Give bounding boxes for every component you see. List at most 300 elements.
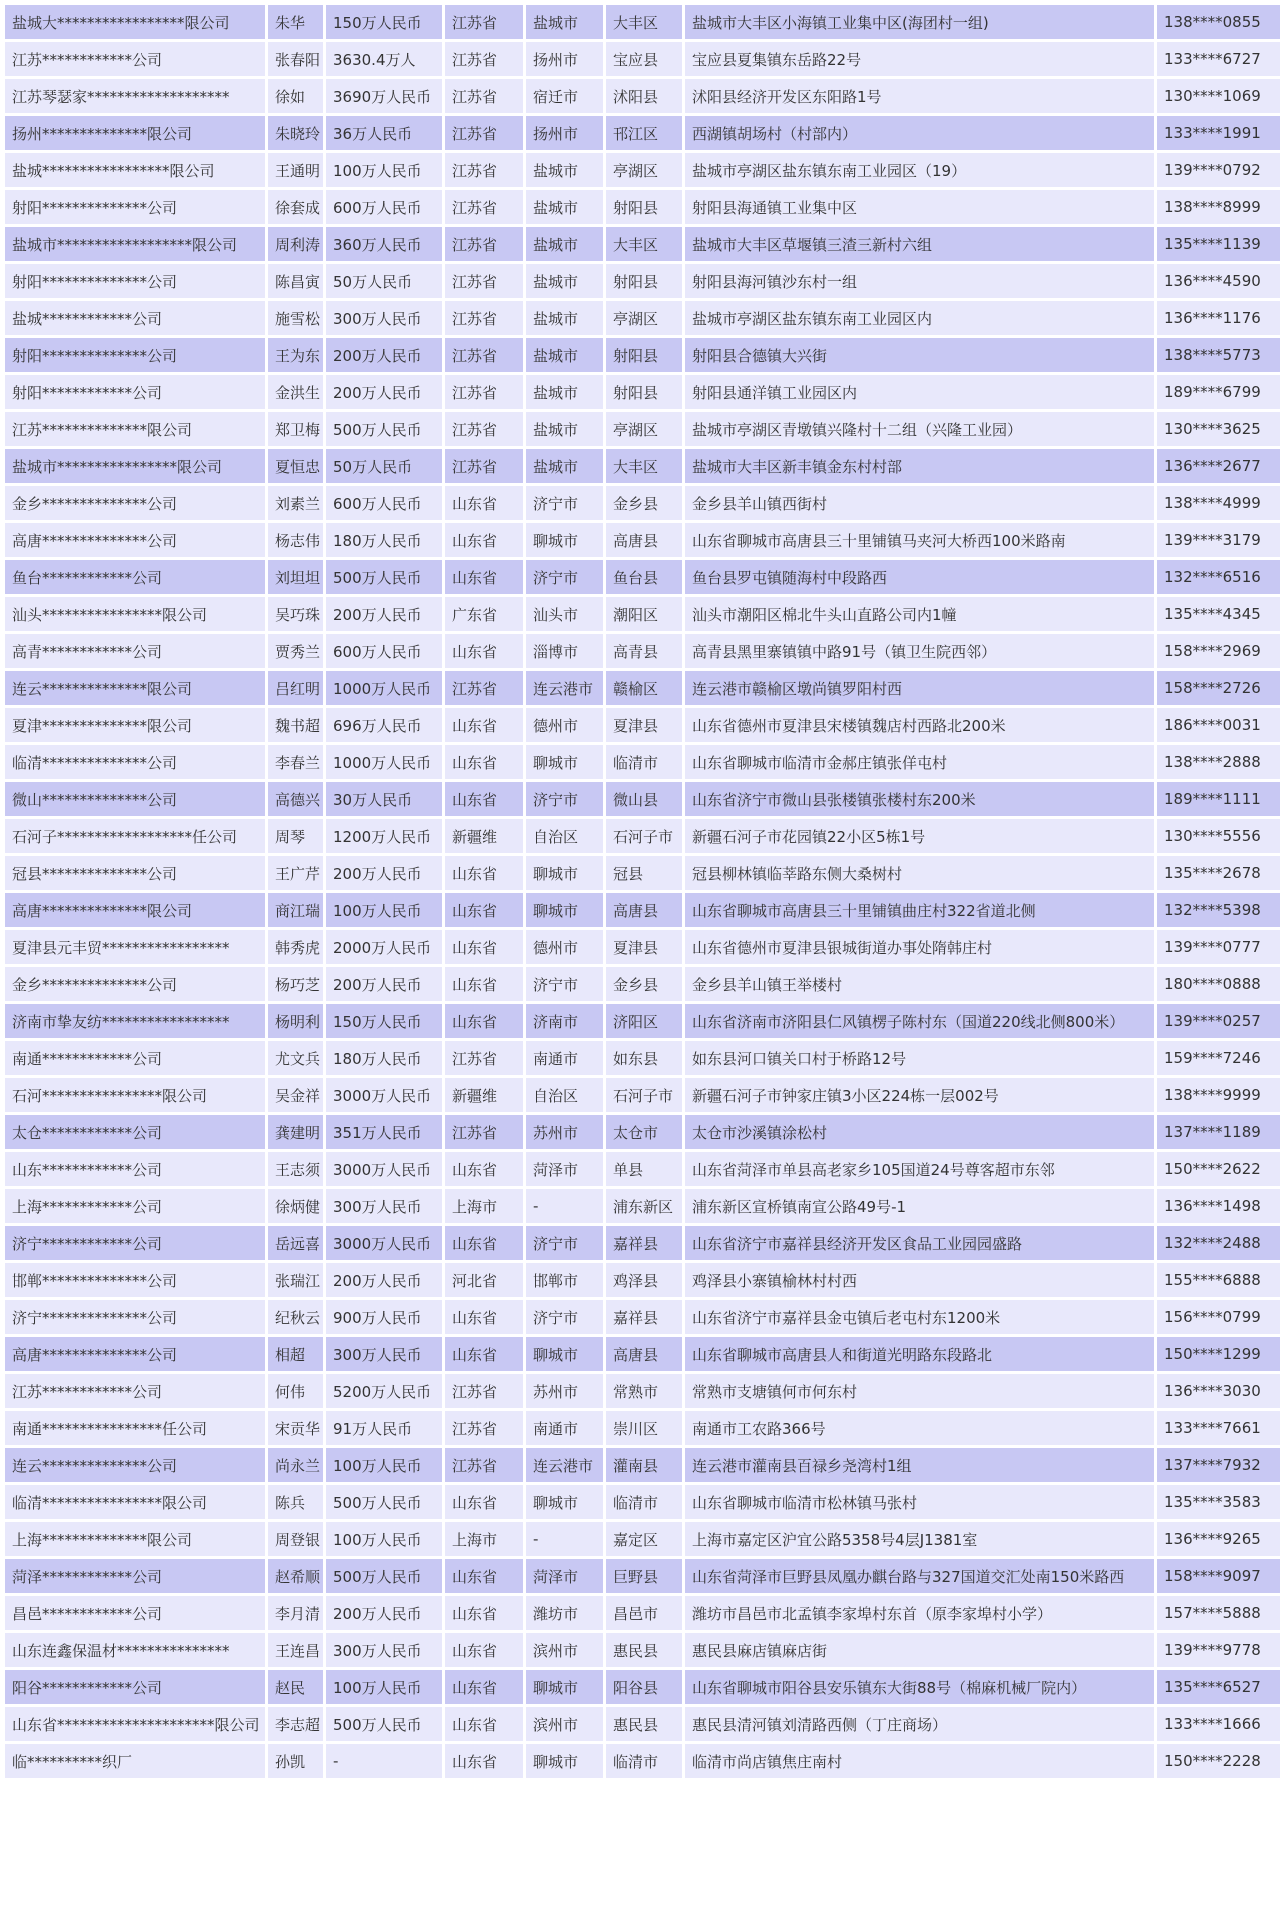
contact-person-cell: 陈兵 <box>268 1485 323 1519</box>
district-cell: 宝应县 <box>606 42 682 76</box>
contact-person-cell: 杨志伟 <box>268 523 323 557</box>
phone-cell: 155****6888 <box>1157 1263 1280 1297</box>
contact-person-cell: 何伟 <box>268 1374 323 1408</box>
phone-cell: 133****1666 <box>1157 1707 1280 1741</box>
registered-capital-cell: 3000万人民币 <box>326 1078 442 1112</box>
address-cell: 山东省济南市济阳县仁风镇楞子陈村东（国道220线北侧800米） <box>685 1004 1154 1038</box>
province-cell: 江苏省 <box>445 116 523 150</box>
phone-cell: 159****7246 <box>1157 1041 1280 1075</box>
district-cell: 金乡县 <box>606 486 682 520</box>
company-name-cell: 临清**************公司 <box>5 745 265 779</box>
contact-person-cell: 纪秋云 <box>268 1300 323 1334</box>
district-cell: 临清市 <box>606 1485 682 1519</box>
address-cell: 盐城市亭湖区盐东镇东南工业园区内 <box>685 301 1154 335</box>
city-cell: 淄博市 <box>526 634 603 668</box>
address-cell: 山东省聊城市临清市金郝庄镇张佯屯村 <box>685 745 1154 779</box>
city-cell: 盐城市 <box>526 153 603 187</box>
company-name-cell: 高唐**************限公司 <box>5 893 265 927</box>
phone-cell: 157****5888 <box>1157 1596 1280 1630</box>
table-row <box>5 153 1280 187</box>
phone-cell: 150****2622 <box>1157 1152 1280 1186</box>
company-name-cell: 济南市挚友纺***************** <box>5 1004 265 1038</box>
registered-capital-cell: 1200万人民币 <box>326 819 442 853</box>
registered-capital-cell: 100万人民币 <box>326 153 442 187</box>
city-cell: 济宁市 <box>526 967 603 1001</box>
address-cell: 西湖镇胡场村（村部内） <box>685 116 1154 150</box>
address-cell: 惠民县麻店镇麻店街 <box>685 1633 1154 1667</box>
province-cell: 江苏省 <box>445 1411 523 1445</box>
province-cell: 江苏省 <box>445 79 523 113</box>
phone-cell: 138****4999 <box>1157 486 1280 520</box>
address-cell: 太仓市沙溪镇涂松村 <box>685 1115 1154 1149</box>
contact-person-cell: 徐套成 <box>268 190 323 224</box>
table-row <box>5 5 1280 39</box>
company-name-cell: 射阳**************公司 <box>5 264 265 298</box>
contact-person-cell: 吴巧珠 <box>268 597 323 631</box>
district-cell: 金乡县 <box>606 967 682 1001</box>
table-row <box>5 1744 1280 1778</box>
address-cell: 山东省德州市夏津县宋楼镇魏店村西路北200米 <box>685 708 1154 742</box>
district-cell: 嘉祥县 <box>606 1226 682 1260</box>
district-cell: 赣榆区 <box>606 671 682 705</box>
phone-cell: 189****6799 <box>1157 375 1280 409</box>
province-cell: 山东省 <box>445 523 523 557</box>
city-cell: 自治区 <box>526 819 603 853</box>
registered-capital-cell: 300万人民币 <box>326 1189 442 1223</box>
company-name-cell: 扬州**************限公司 <box>5 116 265 150</box>
district-cell: 大丰区 <box>606 5 682 39</box>
table-row <box>5 1596 1280 1630</box>
table-row <box>5 856 1280 890</box>
district-cell: 微山县 <box>606 782 682 816</box>
contact-person-cell: 尤文兵 <box>268 1041 323 1075</box>
city-cell: 潍坊市 <box>526 1596 603 1630</box>
district-cell: 灌南县 <box>606 1448 682 1482</box>
address-cell: 如东县河口镇关口村于桥路12号 <box>685 1041 1154 1075</box>
company-name-cell: 南通****************任公司 <box>5 1411 265 1445</box>
district-cell: 惠民县 <box>606 1707 682 1741</box>
address-cell: 冠县柳林镇临莘路东侧大桑树村 <box>685 856 1154 890</box>
registered-capital-cell: 3630.4万人 <box>326 42 442 76</box>
company-name-cell: 山东************公司 <box>5 1152 265 1186</box>
phone-cell: 139****3179 <box>1157 523 1280 557</box>
contact-person-cell: 赵民 <box>268 1670 323 1704</box>
table-row <box>5 190 1280 224</box>
district-cell: 浦东新区 <box>606 1189 682 1223</box>
contact-person-cell: 王志须 <box>268 1152 323 1186</box>
table-row <box>5 449 1280 483</box>
address-cell: 射阳县海通镇工业集中区 <box>685 190 1154 224</box>
company-name-cell: 临清****************限公司 <box>5 1485 265 1519</box>
address-cell: 山东省济宁市微山县张楼镇张楼村东200米 <box>685 782 1154 816</box>
address-cell: 山东省聊城市阳谷县安乐镇东大街88号（棉麻机械厂院内） <box>685 1670 1154 1704</box>
phone-cell: 132****5398 <box>1157 893 1280 927</box>
province-cell: 山东省 <box>445 1670 523 1704</box>
phone-cell: 136****3030 <box>1157 1374 1280 1408</box>
province-cell: 山东省 <box>445 1559 523 1593</box>
contact-person-cell: 王广芹 <box>268 856 323 890</box>
province-cell: 广东省 <box>445 597 523 631</box>
registered-capital-cell: 3690万人民币 <box>326 79 442 113</box>
company-name-cell: 连云**************限公司 <box>5 671 265 705</box>
contact-person-cell: 金洪生 <box>268 375 323 409</box>
province-cell: 山东省 <box>445 1004 523 1038</box>
phone-cell: 136****4590 <box>1157 264 1280 298</box>
table-row <box>5 819 1280 853</box>
registered-capital-cell: 500万人民币 <box>326 560 442 594</box>
table-row <box>5 412 1280 446</box>
district-cell: 石河子市 <box>606 819 682 853</box>
registered-capital-cell: 180万人民币 <box>326 523 442 557</box>
phone-cell: 139****9778 <box>1157 1633 1280 1667</box>
address-cell: 南通市工农路366号 <box>685 1411 1154 1445</box>
contact-person-cell: 刘素兰 <box>268 486 323 520</box>
company-name-cell: 阳谷************公司 <box>5 1670 265 1704</box>
district-cell: 高唐县 <box>606 523 682 557</box>
province-cell: 山东省 <box>445 1152 523 1186</box>
table-row <box>5 1115 1280 1149</box>
district-cell: 临清市 <box>606 745 682 779</box>
phone-cell: 138****9999 <box>1157 1078 1280 1112</box>
registered-capital-cell: 500万人民币 <box>326 412 442 446</box>
city-cell: 聊城市 <box>526 745 603 779</box>
district-cell: 射阳县 <box>606 375 682 409</box>
company-name-cell: 石河子******************任公司 <box>5 819 265 853</box>
registered-capital-cell: 500万人民币 <box>326 1559 442 1593</box>
province-cell: 山东省 <box>445 856 523 890</box>
city-cell: 自治区 <box>526 1078 603 1112</box>
phone-cell: 135****4345 <box>1157 597 1280 631</box>
address-cell: 山东省济宁市嘉祥县经济开发区食品工业园园盛路 <box>685 1226 1154 1260</box>
province-cell: 山东省 <box>445 893 523 927</box>
address-cell: 新疆石河子市钟家庄镇3小区224栋一层002号 <box>685 1078 1154 1112</box>
company-name-cell: 太仓************公司 <box>5 1115 265 1149</box>
company-name-cell: 盐城市******************限公司 <box>5 227 265 261</box>
contact-person-cell: 龚建明 <box>268 1115 323 1149</box>
registered-capital-cell: 200万人民币 <box>326 338 442 372</box>
table-row <box>5 745 1280 779</box>
province-cell: 山东省 <box>445 967 523 1001</box>
city-cell: 邯郸市 <box>526 1263 603 1297</box>
phone-cell: 138****2888 <box>1157 745 1280 779</box>
table-row <box>5 1189 1280 1223</box>
contact-person-cell: 周登银 <box>268 1522 323 1556</box>
table-row <box>5 1522 1280 1556</box>
district-cell: 崇川区 <box>606 1411 682 1445</box>
phone-cell: 158****2726 <box>1157 671 1280 705</box>
table-row <box>5 930 1280 964</box>
table-row <box>5 1411 1280 1445</box>
city-cell: - <box>526 1189 603 1223</box>
contact-person-cell: 朱华 <box>268 5 323 39</box>
district-cell: 石河子市 <box>606 1078 682 1112</box>
phone-cell: 136****1176 <box>1157 301 1280 335</box>
address-cell: 山东省菏泽市巨野县凤凰办麒台路与327国道交汇处南150米路西 <box>685 1559 1154 1593</box>
city-cell: 济宁市 <box>526 560 603 594</box>
table-row <box>5 1374 1280 1408</box>
address-cell: 盐城市大丰区小海镇工业集中区(海团村一组) <box>685 5 1154 39</box>
district-cell: 鱼台县 <box>606 560 682 594</box>
address-cell: 连云港市灌南县百禄乡尧湾村1组 <box>685 1448 1154 1482</box>
district-cell: 高唐县 <box>606 1337 682 1371</box>
city-cell: 济南市 <box>526 1004 603 1038</box>
company-name-cell: 射阳**************公司 <box>5 338 265 372</box>
registered-capital-cell: 600万人民币 <box>326 634 442 668</box>
province-cell: 山东省 <box>445 1596 523 1630</box>
registered-capital-cell: 900万人民币 <box>326 1300 442 1334</box>
city-cell: 济宁市 <box>526 782 603 816</box>
table-row <box>5 1041 1280 1075</box>
contact-person-cell: 岳远喜 <box>268 1226 323 1260</box>
phone-cell: 158****9097 <box>1157 1559 1280 1593</box>
province-cell: 山东省 <box>445 1744 523 1778</box>
contact-person-cell: 杨明利 <box>268 1004 323 1038</box>
address-cell: 惠民县清河镇刘清路西侧（丁庄商场） <box>685 1707 1154 1741</box>
table-row <box>5 1337 1280 1371</box>
phone-cell: 189****1111 <box>1157 782 1280 816</box>
district-cell: 夏津县 <box>606 930 682 964</box>
province-cell: 新疆维 <box>445 1078 523 1112</box>
phone-cell: 130****3625 <box>1157 412 1280 446</box>
table-row <box>5 708 1280 742</box>
contact-person-cell: 魏书超 <box>268 708 323 742</box>
district-cell: 亭湖区 <box>606 153 682 187</box>
table-row <box>5 1226 1280 1260</box>
city-cell: 南通市 <box>526 1411 603 1445</box>
city-cell: 菏泽市 <box>526 1559 603 1593</box>
registered-capital-cell: 200万人民币 <box>326 856 442 890</box>
phone-cell: 135****6527 <box>1157 1670 1280 1704</box>
province-cell: 江苏省 <box>445 227 523 261</box>
registered-capital-cell: 100万人民币 <box>326 893 442 927</box>
city-cell: 盐城市 <box>526 301 603 335</box>
city-cell: 苏州市 <box>526 1374 603 1408</box>
registered-capital-cell: 150万人民币 <box>326 5 442 39</box>
province-cell: 山东省 <box>445 486 523 520</box>
registered-capital-cell: 500万人民币 <box>326 1485 442 1519</box>
city-cell: 盐城市 <box>526 227 603 261</box>
district-cell: 常熟市 <box>606 1374 682 1408</box>
contact-person-cell: 李春兰 <box>268 745 323 779</box>
company-name-cell: 昌邑************公司 <box>5 1596 265 1630</box>
province-cell: 江苏省 <box>445 1448 523 1482</box>
province-cell: 山东省 <box>445 560 523 594</box>
city-cell: 济宁市 <box>526 1300 603 1334</box>
city-cell: 南通市 <box>526 1041 603 1075</box>
registered-capital-cell: 91万人民币 <box>326 1411 442 1445</box>
contact-person-cell: 周琴 <box>268 819 323 853</box>
contact-person-cell: 商江瑞 <box>268 893 323 927</box>
province-cell: 江苏省 <box>445 375 523 409</box>
phone-cell: 139****0257 <box>1157 1004 1280 1038</box>
table-row <box>5 1152 1280 1186</box>
company-name-cell: 盐城市****************限公司 <box>5 449 265 483</box>
address-cell: 浦东新区宣桥镇南宣公路49号-1 <box>685 1189 1154 1223</box>
company-name-cell: 盐城*****************限公司 <box>5 153 265 187</box>
registered-capital-cell: 600万人民币 <box>326 486 442 520</box>
registered-capital-cell: 300万人民币 <box>326 1633 442 1667</box>
company-name-cell: 冠县**************公司 <box>5 856 265 890</box>
table-row <box>5 1300 1280 1334</box>
registered-capital-cell: 100万人民币 <box>326 1522 442 1556</box>
registered-capital-cell: 351万人民币 <box>326 1115 442 1149</box>
company-name-cell: 鱼台************公司 <box>5 560 265 594</box>
province-cell: 江苏省 <box>445 1115 523 1149</box>
city-cell: 济宁市 <box>526 1226 603 1260</box>
registered-capital-cell: 3000万人民币 <box>326 1152 442 1186</box>
city-cell: - <box>526 1522 603 1556</box>
phone-cell: 135****1139 <box>1157 227 1280 261</box>
district-cell: 邗江区 <box>606 116 682 150</box>
table-row <box>5 560 1280 594</box>
registered-capital-cell: 50万人民币 <box>326 264 442 298</box>
contact-person-cell: 李月清 <box>268 1596 323 1630</box>
company-name-cell: 汕头****************限公司 <box>5 597 265 631</box>
company-name-cell: 山东连鑫保温材*************** <box>5 1633 265 1667</box>
phone-cell: 186****0031 <box>1157 708 1280 742</box>
district-cell: 鸡泽县 <box>606 1263 682 1297</box>
registered-capital-cell: 300万人民币 <box>326 1337 442 1371</box>
address-cell: 鱼台县罗屯镇随海村中段路西 <box>685 560 1154 594</box>
city-cell: 汕头市 <box>526 597 603 631</box>
registered-capital-cell: 180万人民币 <box>326 1041 442 1075</box>
company-name-cell: 夏津**************限公司 <box>5 708 265 742</box>
district-cell: 嘉祥县 <box>606 1300 682 1334</box>
province-cell: 山东省 <box>445 708 523 742</box>
city-cell: 聊城市 <box>526 1337 603 1371</box>
registered-capital-cell: 500万人民币 <box>326 1707 442 1741</box>
city-cell: 德州市 <box>526 930 603 964</box>
company-name-cell: 金乡**************公司 <box>5 967 265 1001</box>
city-cell: 扬州市 <box>526 42 603 76</box>
district-cell: 亭湖区 <box>606 412 682 446</box>
province-cell: 新疆维 <box>445 819 523 853</box>
address-cell: 山东省德州市夏津县银城街道办事处隋韩庄村 <box>685 930 1154 964</box>
address-cell: 金乡县羊山镇王举楼村 <box>685 967 1154 1001</box>
contact-person-cell: 韩秀虎 <box>268 930 323 964</box>
province-cell: 江苏省 <box>445 190 523 224</box>
phone-cell: 139****0792 <box>1157 153 1280 187</box>
company-name-cell: 石河****************限公司 <box>5 1078 265 1112</box>
district-cell: 如东县 <box>606 1041 682 1075</box>
address-cell: 盐城市亭湖区青墩镇兴隆村十二组（兴隆工业园） <box>685 412 1154 446</box>
contact-person-cell: 夏恒忠 <box>268 449 323 483</box>
address-cell: 射阳县海河镇沙东村一组 <box>685 264 1154 298</box>
contact-person-cell: 王通明 <box>268 153 323 187</box>
company-name-cell: 江苏************公司 <box>5 42 265 76</box>
province-cell: 河北省 <box>445 1263 523 1297</box>
district-cell: 大丰区 <box>606 227 682 261</box>
contact-person-cell: 陈昌寅 <box>268 264 323 298</box>
table-row <box>5 79 1280 113</box>
province-cell: 江苏省 <box>445 1374 523 1408</box>
contact-person-cell: 周利涛 <box>268 227 323 261</box>
province-cell: 山东省 <box>445 782 523 816</box>
contact-person-cell: 刘坦坦 <box>268 560 323 594</box>
phone-cell: 135****2678 <box>1157 856 1280 890</box>
address-cell: 盐城市亭湖区盐东镇东南工业园区（19） <box>685 153 1154 187</box>
address-cell: 连云港市赣榆区墩尚镇罗阳村西 <box>685 671 1154 705</box>
city-cell: 盐城市 <box>526 338 603 372</box>
district-cell: 夏津县 <box>606 708 682 742</box>
table-row <box>5 116 1280 150</box>
address-cell: 汕头市潮阳区棉北牛头山直路公司内1幢 <box>685 597 1154 631</box>
district-cell: 临清市 <box>606 1744 682 1778</box>
registered-capital-cell: 600万人民币 <box>326 190 442 224</box>
registered-capital-cell: 360万人民币 <box>326 227 442 261</box>
table-row <box>5 893 1280 927</box>
phone-cell: 133****6727 <box>1157 42 1280 76</box>
district-cell: 太仓市 <box>606 1115 682 1149</box>
address-cell: 临清市尚店镇焦庄南村 <box>685 1744 1154 1778</box>
district-cell: 大丰区 <box>606 449 682 483</box>
contact-person-cell: 张瑞江 <box>268 1263 323 1297</box>
province-cell: 山东省 <box>445 1633 523 1667</box>
contact-person-cell: 朱晓玲 <box>268 116 323 150</box>
company-name-cell: 南通************公司 <box>5 1041 265 1075</box>
registered-capital-cell: 100万人民币 <box>326 1448 442 1482</box>
contact-person-cell: 王为东 <box>268 338 323 372</box>
city-cell: 连云港市 <box>526 1448 603 1482</box>
province-cell: 上海市 <box>445 1189 523 1223</box>
city-cell: 盐城市 <box>526 449 603 483</box>
district-cell: 亭湖区 <box>606 301 682 335</box>
district-cell: 沭阳县 <box>606 79 682 113</box>
address-cell: 山东省聊城市临清市松林镇马张村 <box>685 1485 1154 1519</box>
registered-capital-cell: 2000万人民币 <box>326 930 442 964</box>
city-cell: 聊城市 <box>526 1670 603 1704</box>
city-cell: 聊城市 <box>526 523 603 557</box>
table-row <box>5 227 1280 261</box>
province-cell: 上海市 <box>445 1522 523 1556</box>
company-name-cell: 射阳**************公司 <box>5 190 265 224</box>
registered-capital-cell: - <box>326 1744 442 1778</box>
table-row <box>5 1633 1280 1667</box>
district-cell: 济阳区 <box>606 1004 682 1038</box>
table-row <box>5 1485 1280 1519</box>
province-cell: 山东省 <box>445 634 523 668</box>
city-cell: 扬州市 <box>526 116 603 150</box>
contact-person-cell: 徐如 <box>268 79 323 113</box>
table-row <box>5 967 1280 1001</box>
company-name-cell: 邯郸**************公司 <box>5 1263 265 1297</box>
province-cell: 山东省 <box>445 745 523 779</box>
address-cell: 山东省聊城市高唐县人和街道光明路东段路北 <box>685 1337 1154 1371</box>
table-row <box>5 782 1280 816</box>
province-cell: 山东省 <box>445 1226 523 1260</box>
district-cell: 射阳县 <box>606 264 682 298</box>
phone-cell: 136****9265 <box>1157 1522 1280 1556</box>
contact-person-cell: 吕红明 <box>268 671 323 705</box>
province-cell: 江苏省 <box>445 671 523 705</box>
city-cell: 聊城市 <box>526 893 603 927</box>
address-cell: 山东省菏泽市单县高老家乡105国道24号尊客超市东邻 <box>685 1152 1154 1186</box>
contact-person-cell: 贾秀兰 <box>268 634 323 668</box>
registered-capital-cell: 200万人民币 <box>326 375 442 409</box>
district-cell: 单县 <box>606 1152 682 1186</box>
table-row <box>5 1004 1280 1038</box>
company-table <box>2 2 1280 1781</box>
province-cell: 山东省 <box>445 930 523 964</box>
company-name-cell: 济宁************公司 <box>5 1226 265 1260</box>
contact-person-cell: 孙凯 <box>268 1744 323 1778</box>
company-name-cell: 济宁**************公司 <box>5 1300 265 1334</box>
city-cell: 宿迁市 <box>526 79 603 113</box>
contact-person-cell: 李志超 <box>268 1707 323 1741</box>
registered-capital-cell: 5200万人民币 <box>326 1374 442 1408</box>
province-cell: 江苏省 <box>445 412 523 446</box>
address-cell: 新疆石河子市花园镇22小区5栋1号 <box>685 819 1154 853</box>
